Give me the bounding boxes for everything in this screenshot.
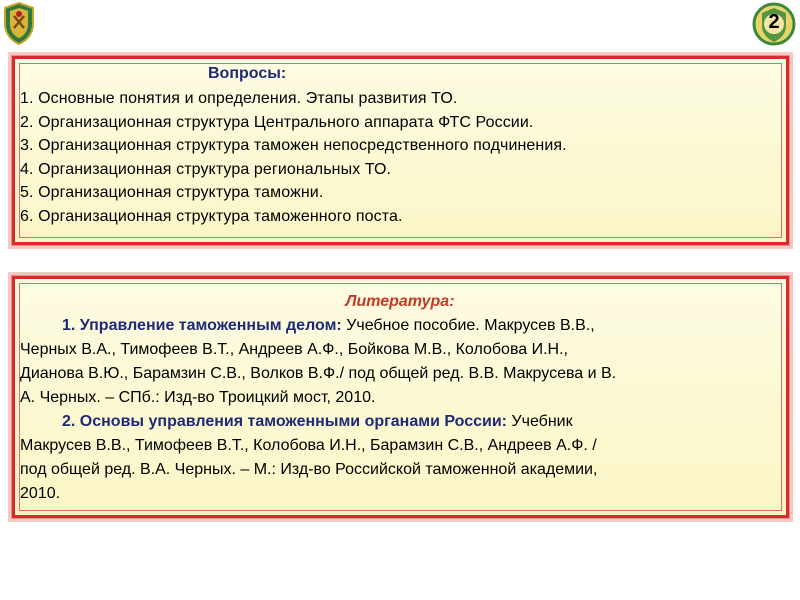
- question-item: 1. Основные понятия и определения. Этапы развития ТО.: [20, 90, 458, 107]
- reference-text: под общей ред. В.А. Черных. – М.: Изд-во Российской таможенной академии,: [20, 461, 598, 478]
- literature-body: [20, 314, 780, 506]
- reference-text: А. Черных. – СПб.: Изд-во Троицкий мост, 2010.: [20, 389, 376, 406]
- reference-text: Макрусев В.В., Тимофеев В.Т., Колобова И.Н., Барамзин С.В., Андреев А.Ф. /: [20, 437, 597, 454]
- reference-text: 2010.: [20, 485, 61, 502]
- questions-title: Вопросы:: [208, 65, 287, 82]
- question-item: 4. Организационная структура региональных ТО.: [20, 160, 392, 178]
- reference-2: [20, 410, 780, 434]
- reference-1: [20, 314, 780, 338]
- reference-1-title: 1. Управление таможенным делом:: [62, 317, 342, 334]
- customs-emblem-icon: [0, 0, 38, 46]
- question-item: 3. Организационная структура таможен непосредственного подчинения.: [20, 137, 567, 154]
- page-number: 2: [768, 11, 780, 33]
- question-item: 5. Организационная структура таможни.: [20, 184, 324, 201]
- reference-text: Учебное пособие. Макрусев В.В.,: [346, 317, 595, 334]
- question-item: 2. Организационная структура Центрального аппарата ФТС России.: [20, 113, 534, 131]
- reference-2-title: 2. Основы управления таможенными органами России:: [62, 413, 507, 430]
- questions-list: [20, 87, 567, 228]
- reference-text: Дианова В.Ю., Барамзин С.В., Волков В.Ф./ под общей ред. В.В. Макрусева и В.: [20, 365, 617, 382]
- reference-text: Учебник: [511, 413, 573, 430]
- literature-title: Литература:: [345, 293, 455, 310]
- question-item: 6. Организационная структура таможенного поста.: [20, 207, 403, 225]
- reference-text: Черных В.А., Тимофеев В.Т., Андреев А.Ф., Бойкова М.В., Колобова И.Н.,: [20, 341, 568, 358]
